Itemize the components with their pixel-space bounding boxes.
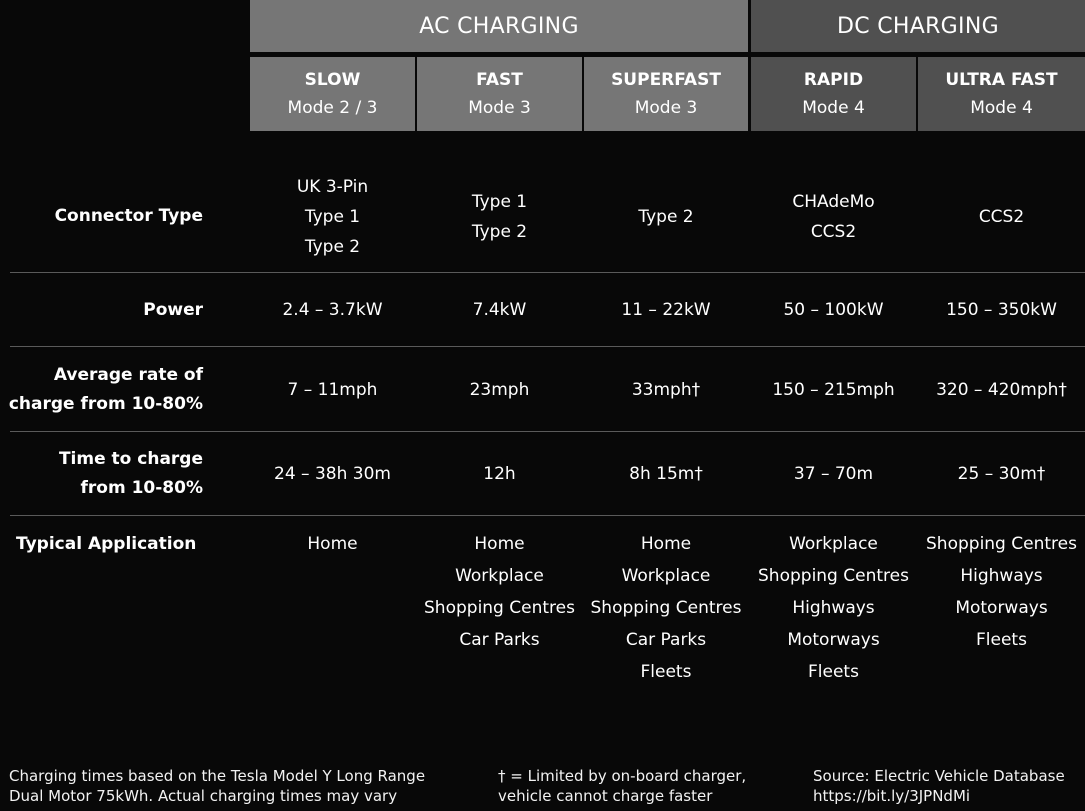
connector-value: UK 3-Pin [296,177,369,197]
application-item: Shopping Centres [926,534,1077,554]
power-cell-rapid: 50 – 100kW [783,300,884,320]
application-cell-ultra-fast [918,533,1085,661]
column-header-slow [250,57,415,131]
footnote-line: Charging times based on the Tesla Model Y Long Range [9,767,426,785]
mode-label: Mode 3 [634,98,698,118]
connector-cell-slow [250,172,415,262]
column-header-rapid [751,57,916,131]
application-item: Home [474,534,525,554]
footnote-line: Dual Motor 75kWh. Actual charging times may vary [9,787,398,805]
power-cell-ultra-fast: 150 – 350kW [946,300,1057,320]
row-label-connector-type: Connector Type [54,206,203,226]
application-item: Workplace [621,566,711,586]
application-item: Shopping Centres [424,598,575,618]
footnote-line: vehicle cannot charge faster [498,787,713,805]
label-line: Average rate of [53,365,203,385]
time-cell-superfast: 8h 15m† [629,464,703,484]
speed-label: FAST [476,70,523,90]
mode-label: Mode 2 / 3 [287,98,378,118]
row-divider [10,431,1085,432]
rate-cell-ultra-fast: 320 – 420mph† [936,380,1067,400]
row-divider [10,515,1085,516]
application-item: Car Parks [625,630,707,650]
connector-cell-superfast [584,202,748,232]
application-item: Home [640,534,692,554]
footnote-line: † = Limited by on-board charger, [498,767,747,785]
mode-label: Mode 4 [802,98,865,118]
speed-label: RAPID [803,70,864,90]
application-item: Fleets [808,662,859,682]
ac-charging-header: AC CHARGING [250,0,748,52]
connector-value: Type 2 [304,237,361,257]
connector-value: CCS2 [810,222,857,242]
application-item: Motorways [955,598,1048,618]
application-item: Home [307,534,358,554]
speed-label: SUPERFAST [611,70,721,90]
rate-cell-fast: 23mph [469,380,530,400]
label-line: charge from 10-80% [8,394,203,414]
row-divider [10,346,1085,347]
power-cell-fast: 7.4kW [472,300,527,320]
dc-charging-header: DC CHARGING [751,0,1085,52]
rate-cell-superfast: 33mph† [631,380,701,400]
column-header-fast [417,57,582,131]
power-cell-superfast: 11 – 22kW [621,300,711,320]
connector-value: Type 2 [638,207,694,227]
mode-label: Mode 4 [970,98,1033,118]
connector-value: Type 1 [471,192,528,212]
application-item: Shopping Centres [590,598,742,618]
connector-value: CHAdeMo [792,192,875,212]
application-cell-superfast [584,533,748,693]
application-item: Fleets [976,630,1027,650]
time-cell-ultra-fast: 25 – 30m† [957,464,1046,484]
power-cell-slow: 2.4 – 3.7kW [282,300,383,320]
application-item: Fleets [640,662,692,682]
application-item: Shopping Centres [758,566,909,586]
footnote-dagger [498,766,798,806]
rate-cell-rapid: 150 – 215mph [772,380,895,400]
speed-label: SLOW [304,70,361,90]
connector-value: Type 1 [304,207,361,227]
column-header-ultra-fast [918,57,1085,131]
application-cell-fast [417,533,582,661]
time-cell-rapid: 37 – 70m [793,464,874,484]
source-link[interactable]: https://bit.ly/3JPNdMi [813,787,971,805]
footnote-charging-times [9,766,479,806]
source-line: Source: Electric Vehicle Database [813,767,1065,785]
connector-cell-fast [417,187,582,247]
connector-cell-rapid [751,187,916,247]
application-item: Highways [960,566,1043,586]
application-item: Motorways [787,630,880,650]
label-line: Time to charge [58,449,203,469]
application-cell-rapid [751,533,916,693]
connector-value: CCS2 [978,207,1025,227]
application-item: Workplace [789,534,878,554]
speed-label: ULTRA FAST [945,70,1058,90]
application-item: Car Parks [459,630,540,650]
time-cell-slow: 24 – 38h 30m [274,464,391,484]
time-cell-fast: 12h [483,464,516,484]
row-label-time-to-charge [59,445,203,503]
rate-cell-slow: 7 – 11mph [287,380,378,400]
application-cell-slow [250,533,415,565]
mode-label: Mode 3 [468,98,531,118]
row-label-typical-application: Typical Application [16,534,197,554]
row-label-average-rate [9,361,203,419]
connector-value: Type 2 [471,222,528,242]
label-line: from 10-80% [80,478,203,498]
connector-cell-ultra-fast [918,202,1085,232]
row-label-power: Power [143,300,203,320]
row-divider [10,272,1085,273]
footnote-source [813,766,1085,806]
application-item: Highways [792,598,875,618]
application-item: Workplace [455,566,544,586]
column-header-superfast [584,57,748,131]
